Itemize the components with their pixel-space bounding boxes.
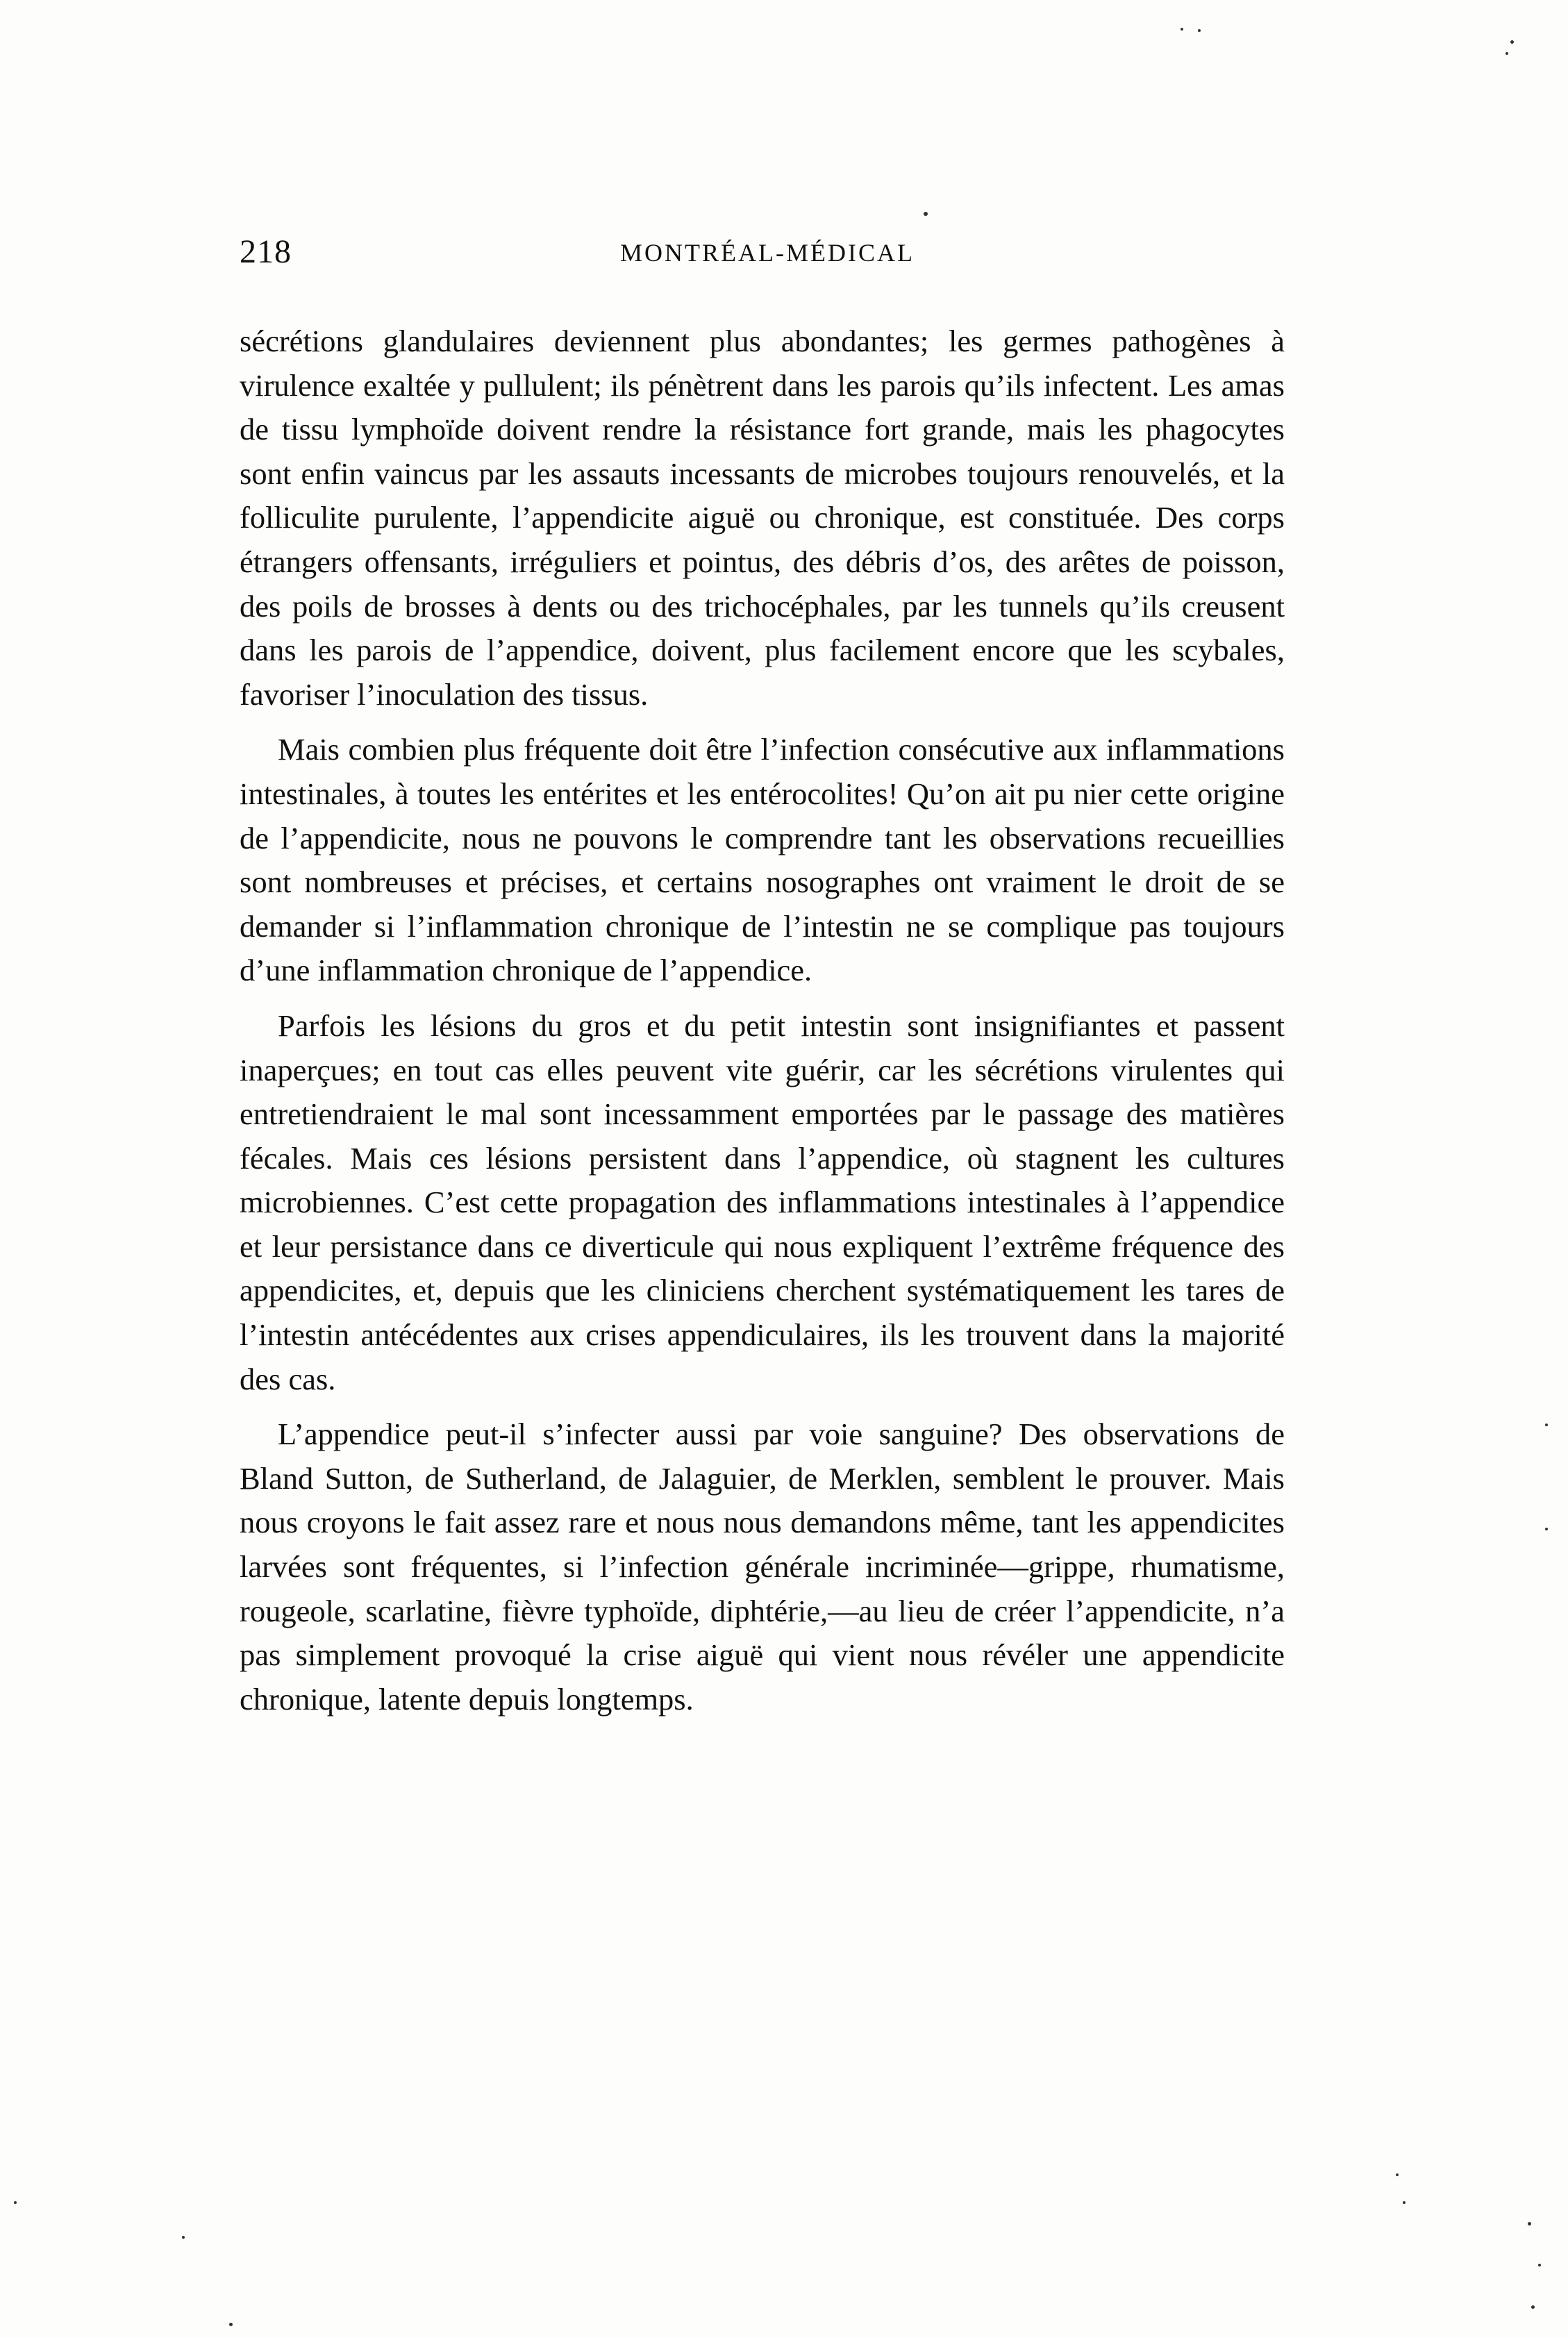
scan-speck (1528, 2222, 1531, 2226)
paragraph-2: Mais combien plus fréquente doit être l’infection consécutive aux inflammations intestinales, à toutes les entérites et les entérocolites! Qu’on ait pu nier cette origine de l’appendicite, nous ne pouvons le comprendre tant les observations recueillies sont nombreuses et précises, et certains nosographes ont vraiment le droit de se demander si l’inflammation chronique de l’intestin ne se complique pas toujours d’une inflammation chronique de l’appendice. (240, 732, 1285, 988)
scan-speck (1538, 2264, 1541, 2266)
scan-speck (1403, 2201, 1406, 2204)
scan-speck (1531, 2305, 1535, 2309)
page-number: 218 (240, 233, 292, 270)
running-title: MONTRÉAL-MÉDICAL (620, 239, 915, 267)
scan-speck (1506, 52, 1508, 55)
scan-speck (229, 2323, 233, 2326)
scan-speck (1545, 1423, 1548, 1426)
scan-speck (1510, 40, 1514, 44)
scan-speck (924, 212, 928, 216)
running-head (240, 233, 1295, 281)
scan-speck (1396, 2173, 1399, 2176)
scan-speck (14, 2201, 17, 2204)
paragraph-4: L’appendice peut-il s’infecter aussi par voie sanguine? Des observations de Bland Sutton, de Sutherland, de Jalaguier, de Merklen, semblent le prouver. Mais nous croyons le fait assez rare et nous nous demandons même, tant les appendicites larvées sont fréquentes, si l’infection générale incriminée—grippe, rhumatisme, rougeole, scarlatine, fièvre typhoïde, diphtérie,—au lieu de créer l’appendicite, n’a pas simplement provoqué la crise aiguë qui vient nous révéler une appendicite chronique, latente depuis longtemps. (240, 1417, 1285, 1717)
scan-speck (1198, 29, 1201, 32)
scan-speck (1181, 28, 1183, 31)
scan-speck (1545, 1528, 1548, 1530)
paragraph-3: Parfois les lésions du gros et du petit intestin sont insignifiantes et passent inaperçues; en tout cas elles peuvent vite guérir, car les sécrétions virulentes qui entretiendraient le mal sont incessamment emportées par le passage des matières fécales. Mais ces lésions persistent dans l’appendice, où stagnent les cultures microbiennes. C’est cette propagation des inflammations intestinales à l’appendice et leur persistance dans ce diverticule qui nous expliquent l’extrême fréquence des appendicites, et, depuis que les cliniciens cherchent systématiquement les tares de l’intestin antécédentes aux crises appendiculaires, ils les trouvent dans la majorité des cas. (240, 1008, 1285, 1396)
scan-speck (182, 2236, 185, 2239)
body-text (240, 319, 1285, 1721)
paragraph-1: sécrétions glandulaires deviennent plus abondantes; les germes pathogènes à virulence exaltée y pullulent; ils pénètrent dans les parois qu’ils infectent. Les amas de tissu lymphoïde doivent rendre la résistance fort grande, mais les phagocytes sont enfin vaincus par les assauts incessants de microbes toujours renouvelés, et la folliculite purulente, l’appendicite aiguë ou chronique, est constituée. Des corps étrangers offensants, irréguliers et pointus, des débris d’os, des arêtes de poisson, des poils de brosses à dents ou des trichocéphales, par les tunnels qu’ils creusent dans les parois de l’appendice, doivent, plus facilement encore que les scybales, favoriser l’inoculation des tissus. (240, 324, 1285, 712)
